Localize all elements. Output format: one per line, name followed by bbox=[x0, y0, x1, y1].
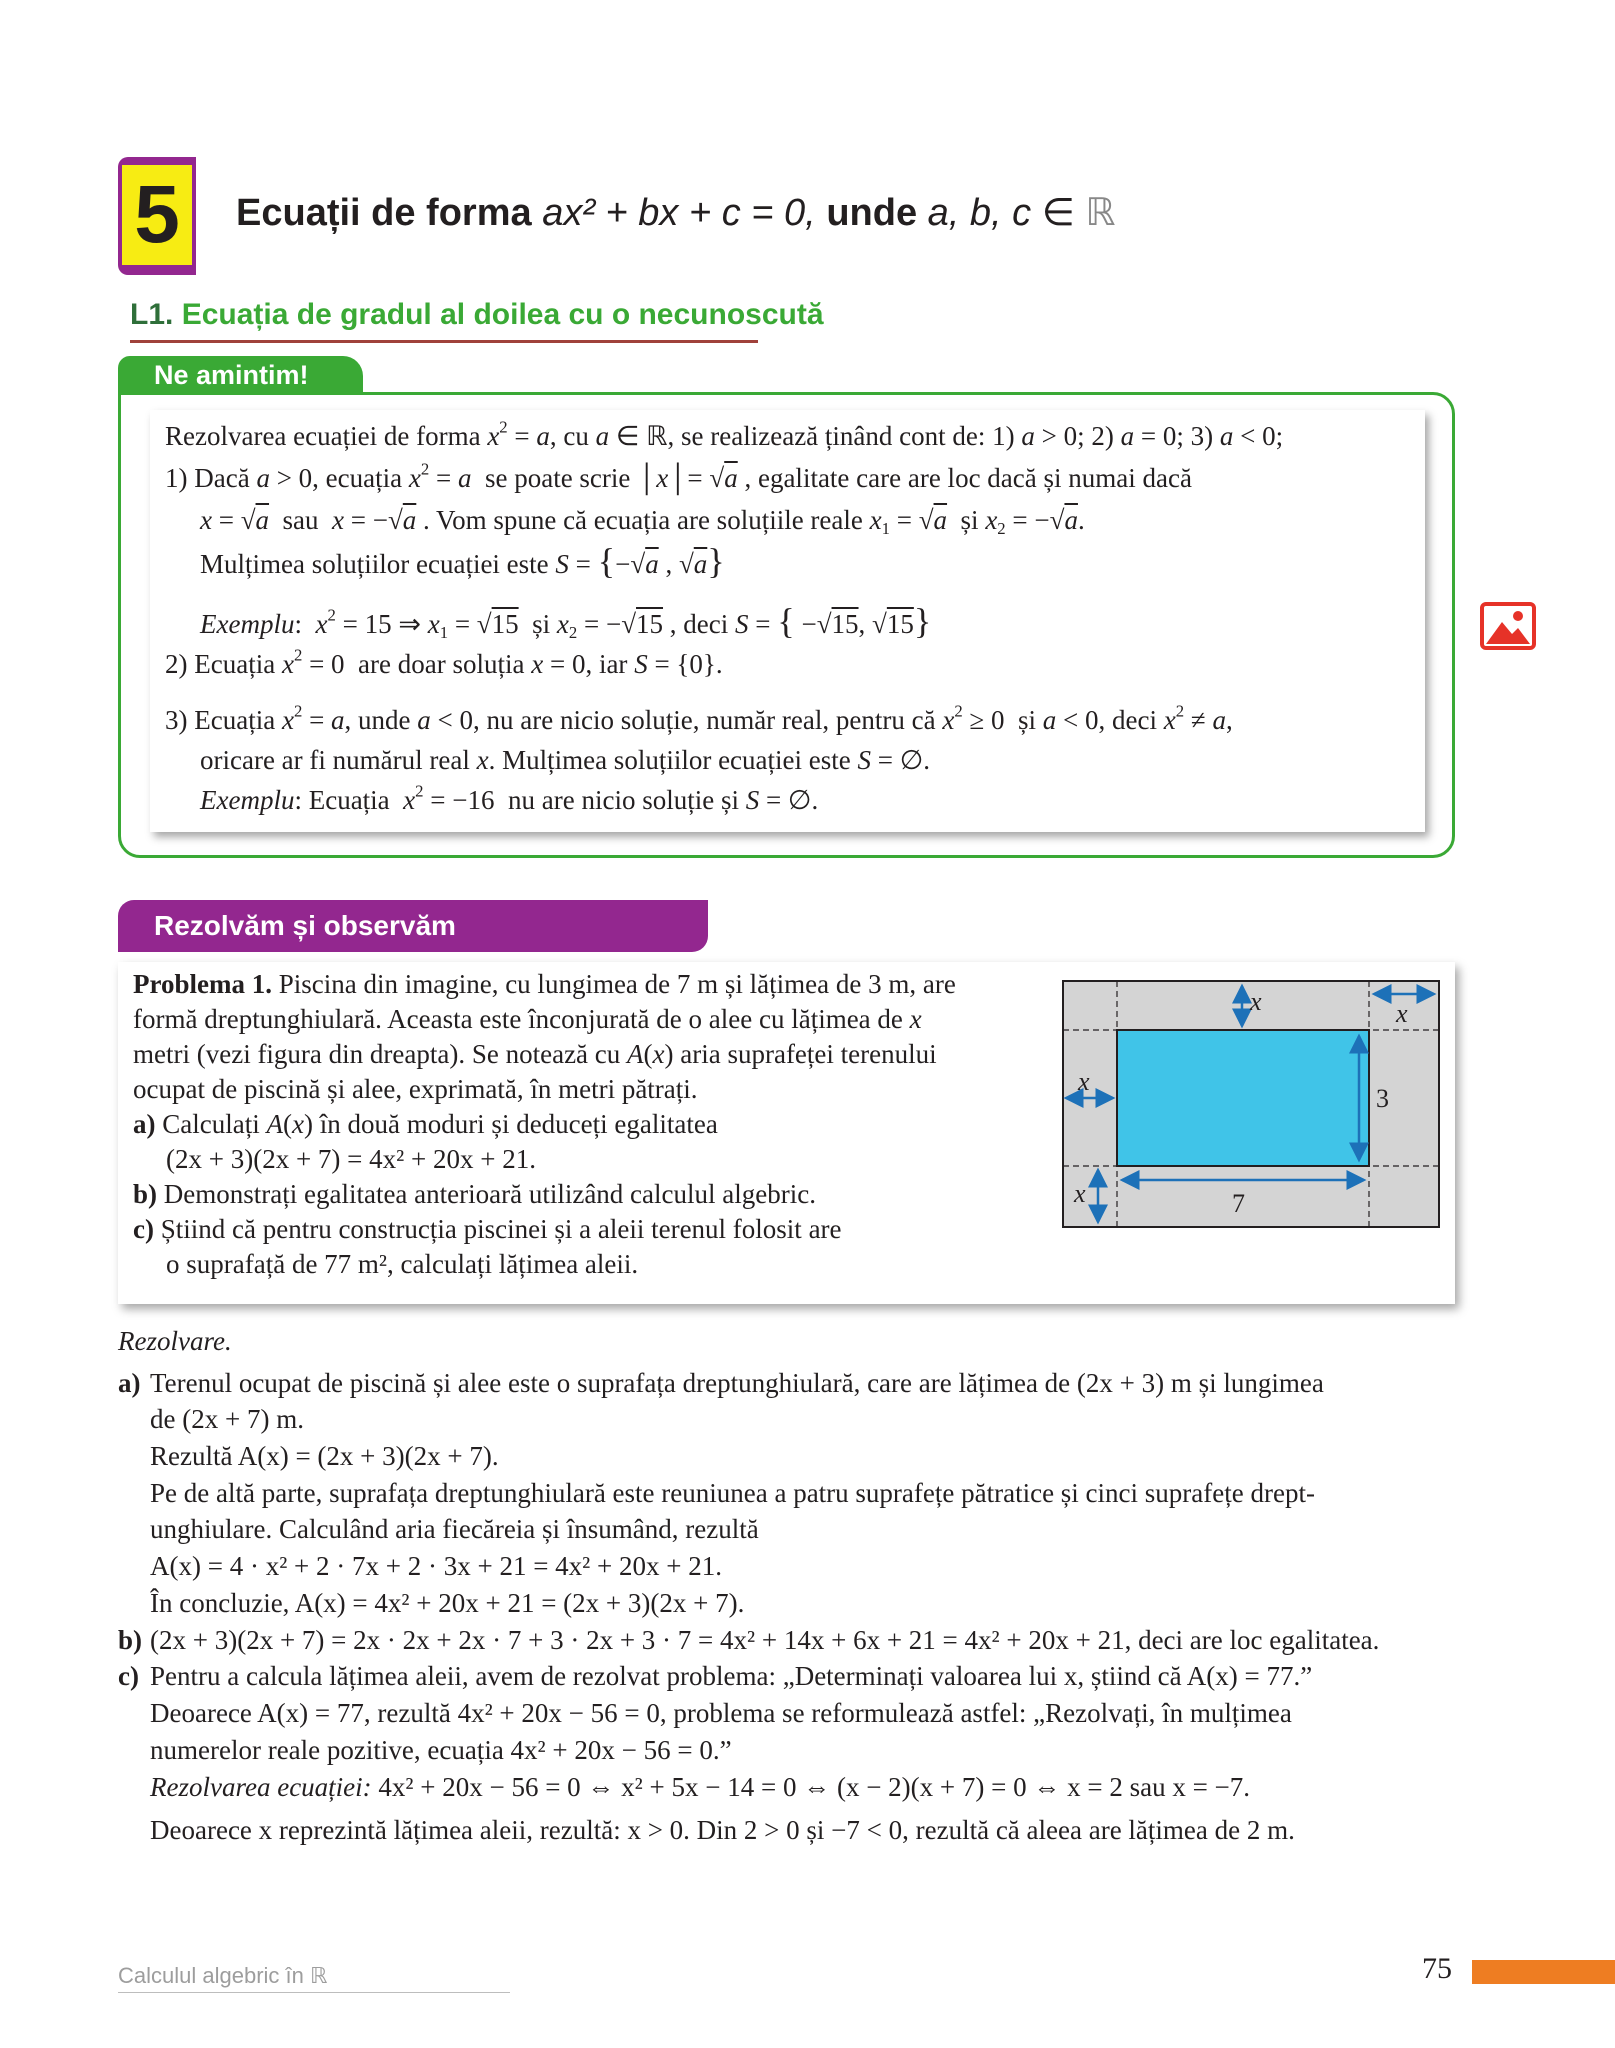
remember-line-4: Mulțimea soluțiilor ecuației este S = {−√a , √a} bbox=[200, 541, 725, 581]
remember-line-1: Rezolvarea ecuației de forma $x^2 = a$, cu a ∈ ℝ, se realizează ținând cont de: 1) a > 0; 2) a = 0; 3) a < 0; bbox=[165, 417, 1284, 451]
solution-a-6: A(x) = 4 · x² + 2 · 7x + 2 · 3x + 21 = 4x² + 20x + 21. bbox=[150, 1551, 722, 1581]
chapter-title-vars: a, b, c bbox=[927, 192, 1032, 234]
chapter-title-set: ℝ bbox=[1085, 192, 1116, 234]
solution-c-1: Pentru a calcula lățimea aleii, avem de rezolvat problema: „Determinați valoarea lui x, știind că A(x) = 77.” bbox=[150, 1661, 1313, 1691]
problem-line-2: formă dreptunghiulară. Aceasta este înconjurată de o alee cu lățimea de x bbox=[133, 1004, 922, 1034]
solution-b-label: b) bbox=[118, 1625, 143, 1655]
page-accent-bar bbox=[1472, 1960, 1615, 1984]
image-icon[interactable] bbox=[1480, 602, 1536, 650]
remember-box bbox=[150, 410, 1425, 832]
chapter-title-unde: unde bbox=[826, 192, 918, 234]
solution-c-5: Deoarece x reprezintă lățimea aleii, rezultă: x > 0. Din 2 > 0 și −7 < 0, rezultă că aleea are lățimea de 2 m. bbox=[150, 1815, 1295, 1845]
solution-b-1: (2x + 3)(2x + 7) = 2x · 2x + 2x · 7 + 3 · 2x + 3 · 7 = 4x² + 14x + 6x + 21 = 4x² + 20x + 21, deci are loc egalitatea. bbox=[150, 1625, 1380, 1655]
remember-line-9: Exemplu: Ecuația $x^2 = -16$ nu are nicio soluție și S = ∅. bbox=[200, 781, 819, 815]
fig-label-x-left: x bbox=[1078, 1067, 1090, 1096]
problem-part-b: b) Demonstrați egalitatea anterioară utilizând calculul algebric. bbox=[133, 1179, 816, 1209]
chapter-title bbox=[236, 190, 1116, 235]
lesson-number: L1. bbox=[130, 298, 174, 331]
solution-a-2: de (2x + 7) m. bbox=[150, 1404, 304, 1434]
solution-a-5: unghiulare. Calculând aria fiecăreia și însumând, rezultă bbox=[150, 1514, 759, 1544]
problem-line-1: Problema 1. Piscina din imagine, cu lungimea de 7 m și lățimea de 3 m, are bbox=[133, 969, 956, 999]
problem-part-c-2: o suprafață de 77 m², calculați lățimea aleii. bbox=[166, 1249, 639, 1279]
solution-c-3: numerelor reale pozitive, ecuația 4x² + 20x − 56 = 0.” bbox=[150, 1735, 732, 1765]
page-number: 75 bbox=[1422, 1952, 1452, 1985]
fig-label-width: 3 bbox=[1376, 1084, 1389, 1113]
problem-part-a-equation: (2x + 3)(2x + 7) = 4x² + 20x + 21. bbox=[166, 1144, 536, 1174]
chapter-number-badge bbox=[118, 157, 196, 275]
observe-tab: Rezolvăm și observăm bbox=[118, 900, 708, 952]
chapter-title-in: ∈ bbox=[1041, 192, 1075, 234]
chapter-number: 5 bbox=[122, 165, 192, 265]
chapter-title-formula: ax² + bx + c = 0, bbox=[542, 192, 816, 234]
solution-a-7: În concluzie, A(x) = 4x² + 20x + 21 = (2x + 3)(2x + 7). bbox=[150, 1588, 745, 1618]
remember-tab: Ne amintim! bbox=[118, 356, 363, 394]
fig-label-x-bottom: x bbox=[1074, 1179, 1086, 1208]
lesson-title bbox=[130, 292, 824, 343]
solution-c-label: c) bbox=[118, 1661, 139, 1691]
remember-line-8: oricare ar fi numărul real x. Mulțimea soluțiilor ecuației este S = ∅. bbox=[200, 745, 930, 775]
pool-figure bbox=[1062, 980, 1440, 1228]
solution-c-2: Deoarece A(x) = 77, rezultă 4x² + 20x − 56 = 0, problema se reformulează astfel: „Rezolvați, în mulțimea bbox=[150, 1698, 1292, 1728]
footer-chapter: Calculul algebric în ℝ bbox=[118, 1963, 328, 1988]
remember-line-6: 2) Ecuația $x^2 = 0$ are doar soluția x = 0, iar S = {0}. bbox=[165, 645, 723, 679]
problem-part-a: a) Calculați A(x) în două moduri și deduceți egalitatea bbox=[133, 1109, 718, 1139]
solution-heading: Rezolvare. bbox=[118, 1326, 232, 1356]
remember-line-7: 3) Ecuația $x^2 = a$, unde a < 0, nu are nicio soluție, număr real, pentru că $x^2 \ge 0$ și a < 0, deci $x^2 \ne a$, bbox=[165, 701, 1233, 735]
solution-a-label: a) bbox=[118, 1368, 141, 1398]
fig-label-x-right: x bbox=[1396, 999, 1408, 1028]
footer-divider bbox=[118, 1992, 510, 1993]
lesson-title-text: Ecuația de gradul al doilea cu o necunoscută bbox=[181, 298, 824, 331]
chapter-title-text: Ecuații de forma bbox=[236, 192, 532, 234]
problem-part-c: c) Știind că pentru construcția piscinei și a aleii terenul folosit are bbox=[133, 1214, 842, 1244]
pool-rect bbox=[1117, 1030, 1369, 1166]
solution-a-4: Pe de altă parte, suprafața dreptunghiulară este reuniunea a patru suprafețe pătratice și cinci suprafețe drept- bbox=[150, 1478, 1315, 1508]
remember-line-3: x = √a sau x = −√a . Vom spune că ecuația are soluțiile reale $x_1 = √a$ și $x_2 = -√a$. bbox=[200, 505, 1085, 539]
problem-line-3: metri (vezi figura din dreapta). Se notează cu A(x) aria suprafeței terenului bbox=[133, 1039, 937, 1069]
solution-c-4: Rezolvarea ecuației: 4x² + 20x − 56 = 0 ⇔ x² + 5x − 14 = 0 ⇔ (x − 2)(x + 7) = 0 ⇔ x = 2 sau x = −7. bbox=[150, 1772, 1251, 1802]
solution-a-3: Rezultă A(x) = (2x + 3)(2x + 7). bbox=[150, 1441, 499, 1471]
fig-label-length: 7 bbox=[1232, 1189, 1245, 1218]
remember-line-2: 1) Dacă a > 0, ecuația $x^2 = a$ se poate scrie │x│= √a , egalitate care are loc dacă și numai dacă bbox=[165, 459, 1192, 493]
fig-label-x-top: x bbox=[1250, 987, 1262, 1016]
solution-a-1: Terenul ocupat de piscină și alee este o suprafața dreptunghiulară, care are lățimea de (2x + 3) m și lungimea bbox=[150, 1368, 1324, 1398]
remember-line-5: Exemplu: $x^2 = 15$ ⇒ $x_1 = √15$ și $x_2 = -√15$ , deci S = { −√15, √15} bbox=[200, 601, 932, 643]
problem-line-4: ocupat de piscină și alee, exprimată, în metri pătrați. bbox=[133, 1074, 698, 1104]
